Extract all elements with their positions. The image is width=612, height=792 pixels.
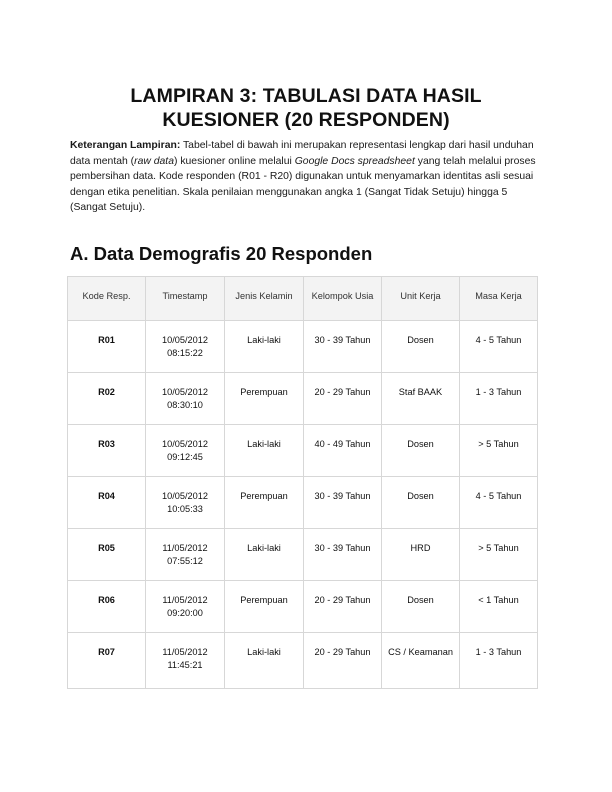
cell-jenis-kelamin: Laki-laki	[225, 321, 304, 373]
cell-jenis-kelamin: Laki-laki	[225, 633, 304, 689]
cell-jenis-kelamin: Perempuan	[225, 477, 304, 529]
header-kode-resp: Kode Resp.	[68, 277, 146, 321]
header-jenis-kelamin: Jenis Kelamin	[225, 277, 304, 321]
cell-kode-resp: R01	[68, 321, 146, 373]
cell-kelompok-usia: 20 - 29 Tahun	[304, 581, 382, 633]
cell-masa-kerja: < 1 Tahun	[460, 581, 538, 633]
table-row	[68, 529, 538, 581]
intro-text-1: Tabel-tabel di bawah ini merupakan representasi lengkap dari hasil unduhan data mentah (	[70, 140, 534, 167]
intro-italic-raw-data: raw data	[134, 155, 174, 167]
cell-jenis-kelamin: Laki-laki	[225, 529, 304, 581]
cell-timestamp: 11/05/2012 07:55:12	[146, 529, 225, 581]
cell-unit-kerja: Staf BAAK	[382, 373, 460, 425]
cell-masa-kerja: > 5 Tahun	[460, 425, 538, 477]
title-line-2: KUESIONER (20 RESPONDEN)	[162, 109, 450, 131]
cell-timestamp: 10/05/2012 09:12:45	[146, 425, 225, 477]
intro-label: Keterangan Lampiran:	[70, 140, 181, 151]
cell-masa-kerja: 1 - 3 Tahun	[460, 633, 538, 689]
demographics-table	[67, 276, 538, 689]
intro-italic-google-docs: Google Docs spreadsheet	[294, 155, 415, 167]
header-masa-kerja: Masa Kerja	[460, 277, 538, 321]
cell-timestamp: 10/05/2012 10:05:33	[146, 477, 225, 529]
title-line-1: LAMPIRAN 3: TABULASI DATA HASIL	[130, 85, 482, 107]
cell-kode-resp: R06	[68, 581, 146, 633]
cell-masa-kerja: 4 - 5 Tahun	[460, 321, 538, 373]
cell-kode-resp: R07	[68, 633, 146, 689]
cell-kelompok-usia: 40 - 49 Tahun	[304, 425, 382, 477]
cell-timestamp: 11/05/2012 09:20:00	[146, 581, 225, 633]
intro-text-2: ) kuesioner online melalui	[173, 155, 295, 167]
cell-masa-kerja: > 5 Tahun	[460, 529, 538, 581]
section-heading: A. Data Demografis 20 Responden	[70, 243, 373, 264]
cell-kelompok-usia: 30 - 39 Tahun	[304, 477, 382, 529]
cell-masa-kerja: 1 - 3 Tahun	[460, 373, 538, 425]
table-row	[68, 373, 538, 425]
cell-timestamp: 10/05/2012 08:15:22	[146, 321, 225, 373]
table-row	[68, 581, 538, 633]
table-header-row	[68, 277, 538, 321]
cell-jenis-kelamin: Perempuan	[225, 373, 304, 425]
cell-kelompok-usia: 30 - 39 Tahun	[304, 529, 382, 581]
header-unit-kerja: Unit Kerja	[382, 277, 460, 321]
cell-unit-kerja: Dosen	[382, 581, 460, 633]
cell-unit-kerja: CS / Keamanan	[382, 633, 460, 689]
cell-kode-resp: R05	[68, 529, 146, 581]
table-row	[68, 321, 538, 373]
cell-unit-kerja: Dosen	[382, 321, 460, 373]
intro-text-3: yang telah melalui proses pembersihan data. Kode responden (R01 - R20) digunakan untuk menyamarkan identitas asli sesuai dengan etika penelitian. Skala penilaian menggunakan angka 1 (Sangat Tidak Setuju) hingga 5 (Sangat Setuju).	[70, 155, 536, 214]
cell-unit-kerja: Dosen	[382, 477, 460, 529]
cell-kode-resp: R02	[68, 373, 146, 425]
cell-kelompok-usia: 20 - 29 Tahun	[304, 633, 382, 689]
cell-unit-kerja: HRD	[382, 529, 460, 581]
cell-timestamp: 10/05/2012 08:30:10	[146, 373, 225, 425]
cell-kode-resp: R04	[68, 477, 146, 529]
header-kelompok-usia: Kelompok Usia	[304, 277, 382, 321]
cell-kelompok-usia: 30 - 39 Tahun	[304, 321, 382, 373]
document-title	[70, 84, 542, 132]
cell-kode-resp: R03	[68, 425, 146, 477]
cell-masa-kerja: 4 - 5 Tahun	[460, 477, 538, 529]
table-row	[68, 633, 538, 689]
cell-jenis-kelamin: Perempuan	[225, 581, 304, 633]
cell-unit-kerja: Dosen	[382, 425, 460, 477]
cell-kelompok-usia: 20 - 29 Tahun	[304, 373, 382, 425]
table-row	[68, 477, 538, 529]
cell-jenis-kelamin: Laki-laki	[225, 425, 304, 477]
intro-paragraph	[70, 138, 546, 216]
table-row	[68, 425, 538, 477]
header-timestamp: Timestamp	[146, 277, 225, 321]
cell-timestamp: 11/05/2012 11:45:21	[146, 633, 225, 689]
